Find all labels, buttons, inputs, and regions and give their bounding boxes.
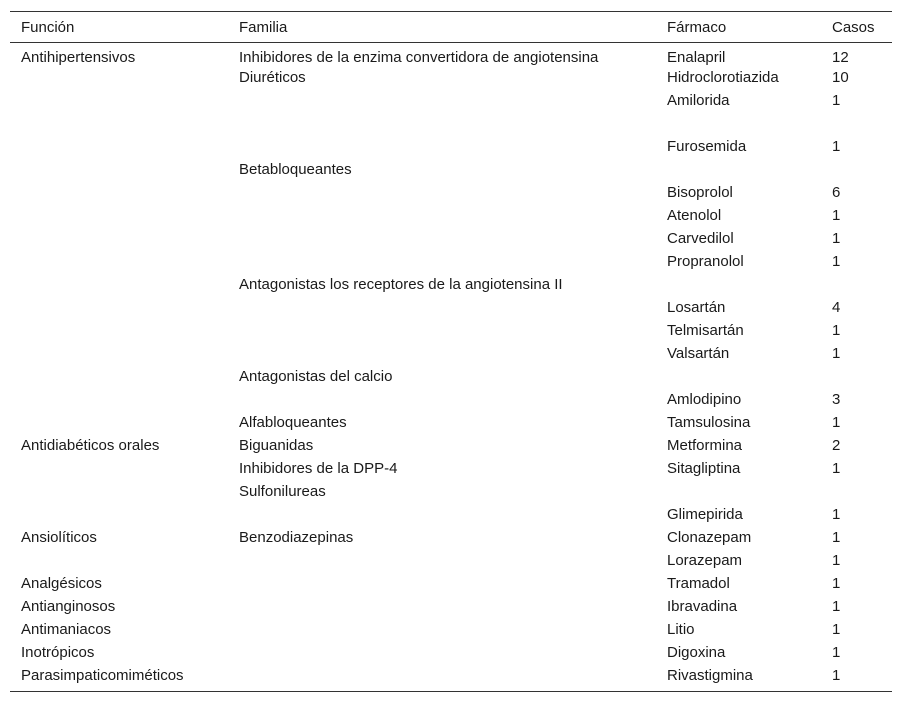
- header-farmaco: Fármaco: [667, 18, 727, 36]
- cell-farmaco: Bisoprolol: [667, 184, 733, 201]
- cell-familia: Antagonistas los receptores de la angiotensina II: [239, 276, 563, 293]
- cell-farmaco: [656, 160, 821, 183]
- cell-farmaco: Litio: [667, 621, 695, 638]
- table-row: [10, 436, 892, 459]
- cell-farmaco: Tamsulosina: [667, 414, 751, 431]
- cell-funcion: [10, 321, 228, 344]
- drug-table: [10, 11, 892, 692]
- table-row: [10, 528, 892, 551]
- cell-funcion: [10, 275, 228, 298]
- table-row: [10, 482, 892, 505]
- cell-farmaco: Lorazepam: [667, 552, 743, 569]
- table-row: [10, 551, 892, 574]
- header-funcion: Función: [21, 18, 75, 36]
- cell-farmaco: [656, 367, 821, 390]
- cell-familia: [228, 574, 656, 597]
- cell-familia: Biguanidas: [239, 437, 314, 454]
- table-row: [10, 620, 892, 643]
- cell-casos: 1: [832, 598, 841, 615]
- cell-funcion: Parasimpaticomiméticos: [21, 667, 184, 684]
- cell-farmaco: Clonazepam: [667, 529, 752, 546]
- cell-funcion: [10, 482, 228, 505]
- cell-casos: 1: [832, 207, 841, 224]
- cell-casos: 3: [832, 391, 841, 408]
- cell-casos: [821, 482, 892, 505]
- cell-funcion: [10, 390, 228, 413]
- cell-casos: 1: [832, 529, 841, 546]
- table-row: [10, 643, 892, 666]
- cell-familia: [228, 137, 656, 160]
- cell-familia: [228, 298, 656, 321]
- cell-casos: 1: [832, 460, 841, 477]
- table-header: [10, 12, 892, 43]
- cell-casos: [821, 160, 892, 183]
- cell-casos: 4: [832, 299, 841, 316]
- cell-funcion: [10, 252, 228, 275]
- table-row: [10, 206, 892, 229]
- cell-casos: [821, 275, 892, 298]
- table-row: [10, 459, 892, 482]
- cell-familia: [228, 666, 656, 691]
- cell-familia: [228, 183, 656, 206]
- cell-familia: Betabloqueantes: [239, 161, 352, 178]
- cell-casos: 1: [832, 322, 841, 339]
- table-row: [10, 137, 892, 160]
- cell-farmaco: [656, 114, 821, 137]
- cell-funcion: [10, 551, 228, 574]
- table-row: [10, 390, 892, 413]
- cell-farmaco: Furosemida: [667, 138, 747, 155]
- cell-casos: 12: [832, 49, 849, 66]
- cell-familia: [228, 620, 656, 643]
- cell-familia: [228, 505, 656, 528]
- cell-funcion: [10, 459, 228, 482]
- cell-casos: 10: [832, 69, 849, 86]
- table-row: [10, 114, 892, 137]
- cell-funcion: [10, 206, 228, 229]
- cell-casos: 1: [832, 621, 841, 638]
- cell-casos: 1: [832, 230, 841, 247]
- table-row: [10, 229, 892, 252]
- cell-farmaco: Rivastigmina: [667, 667, 753, 684]
- cell-familia: [228, 206, 656, 229]
- cell-farmaco: Amlodipino: [667, 391, 742, 408]
- cell-funcion: [10, 367, 228, 390]
- cell-casos: [821, 114, 892, 137]
- table-row: [10, 252, 892, 275]
- cell-farmaco: [656, 482, 821, 505]
- cell-farmaco: [656, 275, 821, 298]
- cell-familia: [228, 597, 656, 620]
- cell-funcion: [10, 183, 228, 206]
- table-row: [10, 666, 892, 691]
- cell-farmaco: Telmisartán: [667, 322, 744, 339]
- cell-farmaco: Enalapril: [667, 49, 726, 66]
- cell-funcion: [10, 298, 228, 321]
- cell-casos: 2: [832, 437, 841, 454]
- cell-funcion: [10, 68, 228, 91]
- cell-funcion: [10, 505, 228, 528]
- cell-familia: [228, 390, 656, 413]
- cell-farmaco: Metformina: [667, 437, 743, 454]
- header-row: [10, 12, 892, 43]
- cell-funcion: Antimaniacos: [21, 621, 112, 638]
- table-row: [10, 68, 892, 91]
- cell-funcion: [10, 91, 228, 114]
- cell-casos: 1: [832, 92, 841, 109]
- cell-familia: Diuréticos: [239, 69, 306, 86]
- cell-farmaco: Glimepirida: [667, 506, 743, 523]
- table-row: [10, 574, 892, 597]
- cell-farmaco: Carvedilol: [667, 230, 734, 247]
- table-row: [10, 183, 892, 206]
- cell-farmaco: Digoxina: [667, 644, 726, 661]
- cell-farmaco: Hidroclorotiazida: [667, 69, 779, 86]
- table-row: [10, 43, 892, 69]
- table-body: [10, 43, 892, 692]
- cell-farmaco: Propranolol: [667, 253, 744, 270]
- cell-familia: Benzodiazepinas: [239, 529, 354, 546]
- cell-farmaco: Valsartán: [667, 345, 730, 362]
- cell-familia: Alfabloqueantes: [239, 414, 347, 431]
- cell-farmaco: Sitagliptina: [667, 460, 741, 477]
- drug-table-container: [10, 11, 892, 692]
- cell-familia: [228, 551, 656, 574]
- cell-funcion: [10, 137, 228, 160]
- cell-farmaco: Amilorida: [667, 92, 730, 109]
- cell-casos: 1: [832, 506, 841, 523]
- cell-farmaco: Atenolol: [667, 207, 722, 224]
- cell-funcion: [10, 114, 228, 137]
- cell-familia: Antagonistas del calcio: [239, 368, 393, 385]
- table-row: [10, 413, 892, 436]
- cell-funcion: Ansiolíticos: [21, 529, 97, 546]
- cell-casos: 6: [832, 184, 841, 201]
- cell-funcion: [10, 344, 228, 367]
- cell-familia: [228, 91, 656, 114]
- cell-familia: [228, 252, 656, 275]
- cell-casos: 1: [832, 345, 841, 362]
- cell-familia: [228, 344, 656, 367]
- table-row: [10, 505, 892, 528]
- table-row: [10, 298, 892, 321]
- table-row: [10, 91, 892, 114]
- cell-funcion: Antihipertensivos: [21, 49, 136, 66]
- cell-familia: [228, 643, 656, 666]
- cell-casos: 1: [832, 644, 841, 661]
- cell-funcion: [10, 229, 228, 252]
- cell-funcion: Antidiabéticos orales: [21, 437, 160, 454]
- cell-casos: 1: [832, 667, 841, 684]
- cell-farmaco: Tramadol: [667, 575, 730, 592]
- cell-funcion: Analgésicos: [21, 575, 102, 592]
- table-row: [10, 344, 892, 367]
- cell-familia: Inhibidores de la enzima convertidora de angiotensina: [239, 49, 599, 66]
- header-casos: Casos: [832, 18, 875, 36]
- table-row: [10, 597, 892, 620]
- table-row: [10, 160, 892, 183]
- cell-funcion: [10, 160, 228, 183]
- cell-casos: 1: [832, 414, 841, 431]
- cell-funcion: Antianginosos: [21, 598, 116, 615]
- cell-casos: 1: [832, 138, 841, 155]
- header-familia: Familia: [239, 18, 288, 36]
- cell-familia: Sulfonilureas: [239, 483, 326, 500]
- table-row: [10, 321, 892, 344]
- table-row: [10, 367, 892, 390]
- cell-familia: [228, 114, 656, 137]
- cell-familia: [228, 229, 656, 252]
- cell-funcion: Inotrópicos: [21, 644, 95, 661]
- cell-farmaco: Losartán: [667, 299, 726, 316]
- cell-casos: 1: [832, 552, 841, 569]
- cell-funcion: [10, 413, 228, 436]
- cell-familia: Inhibidores de la DPP-4: [239, 460, 398, 477]
- cell-casos: [821, 367, 892, 390]
- cell-casos: 1: [832, 253, 841, 270]
- table-row: [10, 275, 892, 298]
- cell-casos: 1: [832, 575, 841, 592]
- cell-familia: [228, 321, 656, 344]
- cell-farmaco: Ibravadina: [667, 598, 738, 615]
